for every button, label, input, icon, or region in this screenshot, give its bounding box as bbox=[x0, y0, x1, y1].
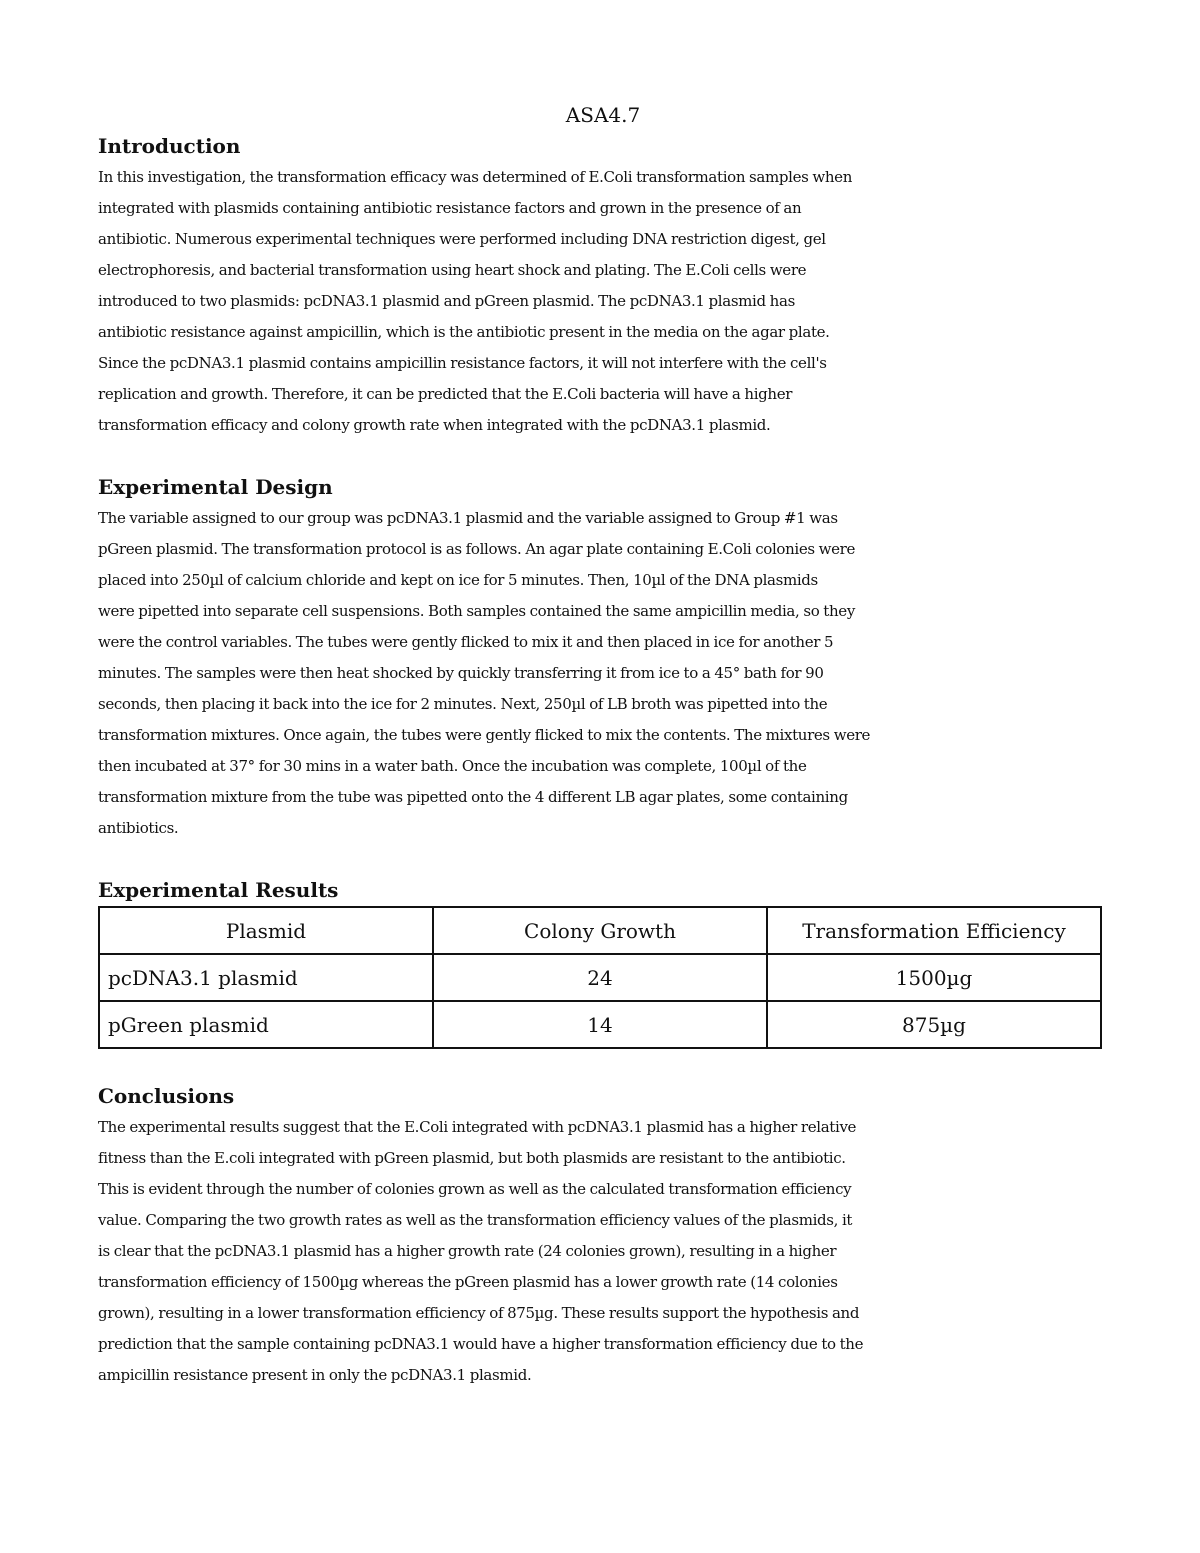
document-title: ASA4.7 bbox=[565, 103, 641, 127]
table-cell: 24 bbox=[433, 954, 767, 1001]
conclusions-heading: Conclusions bbox=[98, 1084, 235, 1108]
results-table bbox=[98, 906, 1102, 1049]
text-line: In this investigation, the transformation efficacy was determined of E.Coli transformation samples when bbox=[98, 168, 853, 186]
text-line: Since the pcDNA3.1 plasmid contains ampicillin resistance factors, it will not interfere with the cell's bbox=[98, 354, 827, 372]
introduction-paragraph bbox=[98, 162, 1108, 441]
text-line: The experimental results suggest that the E.Coli integrated with pcDNA3.1 plasmid has a higher relative bbox=[98, 1118, 857, 1136]
table-cell: pGreen plasmid bbox=[99, 1001, 433, 1048]
experimental-design-heading: Experimental Design bbox=[98, 475, 333, 499]
conclusions-paragraph bbox=[98, 1112, 1108, 1391]
text-line: electrophoresis, and bacterial transformation using heart shock and plating. The E.Coli cells were bbox=[98, 261, 807, 279]
text-line: then incubated at 37° for 30 mins in a water bath. Once the incubation was complete, 100µl of the bbox=[98, 757, 807, 775]
spacer bbox=[98, 844, 1108, 875]
table-header-row bbox=[99, 907, 1101, 954]
text-line: fitness than the E.coli integrated with pGreen plasmid, but both plasmids are resistant to the antibiotic. bbox=[98, 1149, 846, 1167]
text-line: replication and growth. Therefore, it can be predicted that the E.Coli bacteria will have a higher bbox=[98, 385, 793, 403]
column-header: Colony Growth bbox=[433, 907, 767, 954]
text-line: transformation efficiency of 1500µg whereas the pGreen plasmid has a lower growth rate (14 colonies bbox=[98, 1273, 838, 1291]
text-line: antibiotic. Numerous experimental techniques were performed including DNA restriction digest, gel bbox=[98, 230, 826, 248]
table-cell: 1500µg bbox=[767, 954, 1101, 1001]
text-line: introduced to two plasmids: pcDNA3.1 plasmid and pGreen plasmid. The pcDNA3.1 plasmid has bbox=[98, 292, 795, 310]
text-line: antibiotic resistance against ampicillin, which is the antibiotic present in the media on the agar plate. bbox=[98, 323, 830, 341]
table-cell: pcDNA3.1 plasmid bbox=[99, 954, 433, 1001]
text-line: transformation mixture from the tube was pipetted onto the 4 different LB agar plates, some containing bbox=[98, 788, 848, 806]
spacer bbox=[98, 441, 1108, 472]
text-line: ampicillin resistance present in only the pcDNA3.1 plasmid. bbox=[98, 1366, 532, 1384]
column-header: Transformation Efficiency bbox=[767, 907, 1101, 954]
text-line: prediction that the sample containing pcDNA3.1 would have a higher transformation efficiency due to the bbox=[98, 1335, 864, 1353]
text-line: were the control variables. The tubes were gently flicked to mix it and then placed in ice for another 5 bbox=[98, 633, 834, 651]
text-line: pGreen plasmid. The transformation protocol is as follows. An agar plate containing E.Coli colonies were bbox=[98, 540, 856, 558]
text-line: This is evident through the number of colonies grown as well as the calculated transformation efficiency bbox=[98, 1180, 852, 1198]
text-line: is clear that the pcDNA3.1 plasmid has a higher growth rate (24 colonies grown), resulting in a higher bbox=[98, 1242, 837, 1260]
text-line: transformation mixtures. Once again, the tubes were gently flicked to mix the contents. The mixtures were bbox=[98, 726, 871, 744]
text-line: integrated with plasmids containing antibiotic resistance factors and grown in the presence of an bbox=[98, 199, 802, 217]
text-line: antibiotics. bbox=[98, 819, 179, 837]
column-header: Plasmid bbox=[99, 907, 433, 954]
text-line: transformation efficacy and colony growth rate when integrated with the pcDNA3.1 plasmid. bbox=[98, 416, 771, 434]
table-row bbox=[99, 1001, 1101, 1048]
text-line: grown), resulting in a lower transformation efficiency of 875µg. These results support the hypothesis and bbox=[98, 1304, 860, 1322]
introduction-heading: Introduction bbox=[98, 134, 241, 158]
text-line: were pipetted into separate cell suspensions. Both samples contained the same ampicillin media, so they bbox=[98, 602, 855, 620]
table-row bbox=[99, 954, 1101, 1001]
text-line: The variable assigned to our group was pcDNA3.1 plasmid and the variable assigned to Group #1 was bbox=[98, 509, 838, 527]
text-line: minutes. The samples were then heat shocked by quickly transferring it from ice to a 45° bath for 90 bbox=[98, 664, 824, 682]
text-line: placed into 250µl of calcium chloride and kept on ice for 5 minutes. Then, 10µl of the DNA plasmids bbox=[98, 571, 818, 589]
text-line: value. Comparing the two growth rates as well as the transformation efficiency values of the plasmids, it bbox=[98, 1211, 853, 1229]
experimental-results-heading: Experimental Results bbox=[98, 878, 339, 902]
document-page bbox=[98, 100, 1108, 1391]
spacer bbox=[98, 1049, 1108, 1081]
text-line: seconds, then placing it back into the ice for 2 minutes. Next, 250µl of LB broth was pipetted into the bbox=[98, 695, 828, 713]
experimental-design-paragraph bbox=[98, 503, 1108, 844]
table-cell: 14 bbox=[433, 1001, 767, 1048]
table-cell: 875µg bbox=[767, 1001, 1101, 1048]
